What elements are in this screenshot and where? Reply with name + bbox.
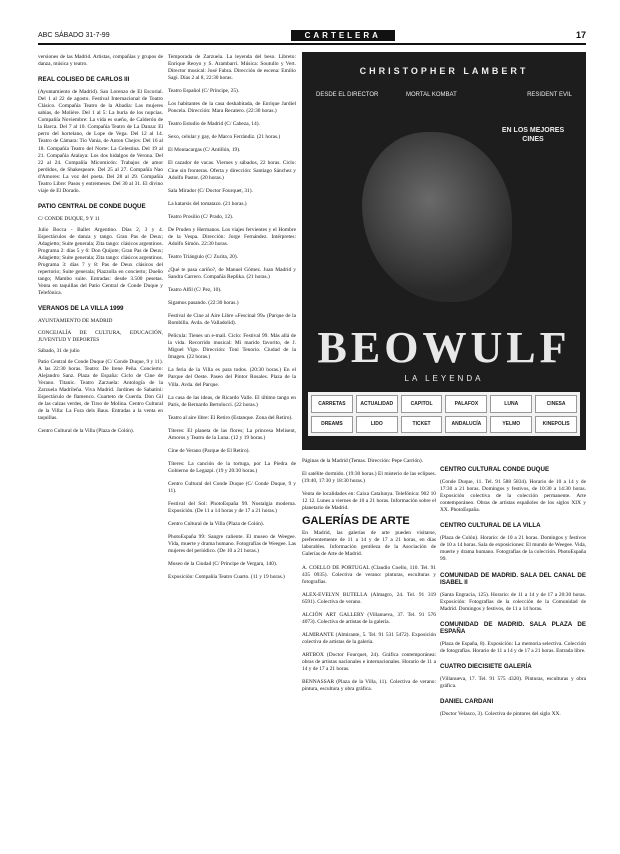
poster-tagline-2: MORTAL KOMBAT xyxy=(406,92,457,98)
cinema-logos xyxy=(308,392,580,436)
col2-venue: Museo de la Ciudad (C/ Príncipe de Vergara, 140). xyxy=(168,561,278,568)
col2-venue: Teatro Estudio de Madrid (C/ Cabeza, 14). xyxy=(168,121,260,128)
col3-entry: Venta de localidades en: Caixa Catalunya. Telefónica: 902 10 12 12. Lunes a viernes de 10 a 21 horas. Información sobre el planetario de Madrid. xyxy=(302,491,436,512)
col2-entry: Sexo, celular y gay, de Marco Ferrándiz. (21 horas.) xyxy=(168,134,281,141)
gallery-heading: CUATRO DIECISIETE GALERÍA xyxy=(440,662,532,670)
col2-entry: Sigamos pasando. (22:30 horas.) xyxy=(168,300,239,307)
col3-venue: Páginas de la Madrid (Temas. Dirección: Pepe Carrión). xyxy=(302,458,424,464)
gallery-entry: ALMIRANTE (Almirante, 5. Tel. 91 531 5472). Exposición colectiva de artistas de la galería. xyxy=(302,631,436,645)
col2-venue: Teatro Prosilio (C/ Prado, 12). xyxy=(168,213,234,220)
col2-entry: La casa de las ideas, de Ricardo Valle. El último tango en París, de Bernardo Bertolucci. (22 horas.) xyxy=(168,394,296,408)
col2-venue: El Montacargas (C/ Antillón, 19). xyxy=(168,147,241,154)
patio-address: C/ CONDE DUQUE, 9 Y 11 xyxy=(38,215,100,222)
section-title: CARTELERA xyxy=(291,30,395,41)
patio-text: Julio Bocca - Ballet Argentino. Días 2, 3 y 4. Espectáculos de danza y tango. Gran Pas de Deux; Adagietto; Suite generala; Zita tango: clásicos argentinos. Programa 2: días 5 y 6: Don Quijote; Gran Pas de Deux; Adagietto; Suite generala; Zita tango: clásicos argentinos. Programa 3: días 7 y 8: Pas de Deux clásicos del repertorio; Suite generala; Piazzolla en concierto; Dueño tango; Mambo suite. Entradas: desde 3.500 pesetas. Venta en taquillas del Patio Central de Conde Duque y Telefónica. xyxy=(38,226,163,297)
poster-tagline-3: RESIDENT EVIL xyxy=(527,92,572,98)
veranos-text: Patio Central de Conde Duque (C/ Conde Duque, 9 y 11). A las 22:30 horas. Teatro: De Irene Peña. Concierto: Alejandro Sanz. Plaza de España: Ciclo de Cine de Verano. Titanic. Teatro Zarzuela: Antología de la Zarzuela Madrileña. Viva Madrid. Jardines de Sabatini: Espectáculo de flamenco. Cuarteto de Cuerda. Don Gil de las calzas verdes, de Tirso de Molina. Centro Cultural de la Villa: La Fura dels Baus. Entradas a la venta en taquillas. xyxy=(38,358,163,422)
gallery-text: (Conde Duque, 11. Tel. 91 588 5834). Horario de 10 a 14 y de 17:30 a 21 horas. Domingos y festivos, de 10:30 a 14:30 horas. Exposición colectiva de la colección permanente. Arte contemporáneo. Obras de artistas españoles de los siglos XIX y XX. PhotoEspaña. xyxy=(440,479,586,514)
carlos-text: (Ayuntamiento de Madrid). San Lorenzo de El Escorial. Del 1 al 22 de agosto. Festival Internacional de Teatro Clásico. Compañía Teatro de la Abadía: Las mujeres sabias, de Molière. Del 1 al 5: La burla de los nupcias. Compañía Noviembre: La vida es sueño, de Calderón de la Barca. Del 7 al 10. Compañía Teatro de La Danza: El perro del hortelano, de Lope de Vega. Del 12 al 14. Teatro de Cámara: Tío Vania, de Anton Chejov. Del 16 al 18. Compañía Teatro del Norte: La Celestina. Del 19 al 21. Compañía Atalaya: Los dos hidalgos de Verona. Del 22 al 24. Compañía Micomicón: Trabajos de amor perdidos, de Shakespeare. Del 25 al 27. Compañía Nao d'Amores: La voz del poeta. Del 28 al 29. Compañía Teatro Libre: Pasos y entremeses. Del 30 al 31. El divino viaje de El Dorado. xyxy=(38,89,163,194)
gallery-heading: CENTRO CULTURAL CONDE DUQUE xyxy=(440,466,550,473)
issue-date: ABC SÁBADO 31-7-99 xyxy=(38,31,110,39)
column-4 xyxy=(440,458,586,844)
gallery-text: (Doctor Velasco, 3). Colectiva de pintores del siglo XX. xyxy=(440,711,561,718)
veranos-heading: VERANOS DE LA VILLA 1999 xyxy=(38,305,124,313)
poster-subtitle: LA LEYENDA xyxy=(404,374,484,383)
veranos-date: Sábado, 31 de julio xyxy=(38,347,80,354)
col2-venue: Teatro Triángulo (C/ Zurita, 20). xyxy=(168,253,238,260)
gallery-heading: CENTRO CULTURAL DE LA VILLA xyxy=(440,522,541,530)
col2-venue: Teatro Alfil (C/ Pez, 10). xyxy=(168,287,222,294)
cinema-logo: CAPITOL xyxy=(401,395,443,413)
cinema-logo: ACTUALIDAD xyxy=(356,395,398,413)
gallery-entry: ALEX-EVELYN BUTELLA (Almagro, 24. Tel. 91 319 6591). Colectiva de verano. xyxy=(302,591,436,605)
gallery-heading: COMUNIDAD DE MADRID. SALA DEL CANAL DE ISABEL II xyxy=(440,571,586,586)
col2-venue: Cine de Verano (Parque de El Retiro). xyxy=(168,447,250,454)
cinema-logo: ANDALUCÍA xyxy=(445,416,487,434)
col2-entry: Festival del Sol: PhotoEspaña 99. Nostalgia moderna. Exposición. (De 11 a 14 horas y de 17 a 21 horas.) xyxy=(168,501,296,515)
carlos-heading: REAL COLISEO DE CARLOS III xyxy=(38,76,130,84)
col2-venue: Centro Cultural de la Villa (Plaza de Colón). xyxy=(168,521,264,528)
cinema-logo: YELMO xyxy=(490,416,532,434)
gallery-text: (Villanueva, 17. Tel. 91 575 4320). Pinturas, esculturas y obra gráfica. xyxy=(440,675,586,690)
col2-entry: La katarsis del tomatazo. (21 horas.) xyxy=(168,200,247,207)
gallery-entry: A. COELLO DE PORTUGAL (Claudio Coello, 110. Tel. 91 435 0935). Colectiva de verano: pinturas, esculturas y fotografías. xyxy=(302,564,436,585)
col2-venue: Festival de Cine al Aire Libre «Fescinal 99» (Parque de la Bombilla. Avda. de Valladolid). xyxy=(168,313,296,327)
cinema-logo: DREAMS xyxy=(311,416,353,434)
col1-intro: versiones de las Madrid. Artistas, compañías y grupos de danza, música y teatro. xyxy=(38,54,163,68)
column-2 xyxy=(168,54,296,844)
page-header xyxy=(38,28,586,42)
cinema-logo: LIDO xyxy=(356,416,398,434)
col2-entry: Exposición: Compañía Teatro Cuarto. (11 y 19 horas.) xyxy=(168,574,285,581)
col2-venue: Teatro Español (C/ Príncipe, 25). xyxy=(168,88,240,95)
gallery-text: (Plaza de España, 8). Exposición: La memoria selectiva. Colección de fotografías. Horario de 11 a 14 y de 17 a 21 horas. Entrada libre. xyxy=(440,640,586,654)
cinema-logo: KINEPOLIS xyxy=(535,416,577,434)
patio-heading: PATIO CENTRAL DE CONDE DUQUE xyxy=(38,202,146,210)
page-number: 17 xyxy=(575,30,586,40)
cinema-logo: CINESA xyxy=(535,395,577,413)
col2-entry: La feria de la Villa es para todos. (20:30 horas.) En el Parque del Oeste. Paseo del Pintor Rosales. Plaza de la Villa. Avda. del Parque. xyxy=(168,367,296,388)
movie-poster-ad xyxy=(302,52,586,450)
col2-venue: Teatro al aire libre: El Retiro (Estanque. Zona del Retiro). xyxy=(168,414,293,421)
col2-entry: Títeres: La canción de la tortuga, por La Piedra de Gobierno de Legazpi. (19 y 20:30 horas.) xyxy=(168,460,296,474)
poster-title: BEOWULF xyxy=(317,323,571,372)
poster-side-text: EN LOS MEJORES CINES xyxy=(501,127,565,143)
col2-entry: Los habitantes de la casa deshabitada, de Enrique Jardiel Poncela. Dirección: Mara Recatero. (22:30 horas.) xyxy=(168,101,296,115)
col2-entry: PhotoEspaña 99: Sangre caliente. El museo de Weegee. Vida, muerte y drama humano. Fotografías de Weegee. Las mujeres del periódico. (De 10 a 21 horas.) xyxy=(168,534,296,555)
gallery-entry: ARTBOX (Doctor Fourquet, 24). Gráfica contemporánea: obras de artistas nacionales e internacionales. Horario de 11 a 14 y de 17 a 21 horas. xyxy=(302,651,436,673)
galleries-intro: En Madrid, las galerías de arte pueden visitarse, preferentemente de 11 a 14 y de 17 a 21 horas, en días laborables. Información gentileza de la Asociación de Galerías de Arte de Madrid. xyxy=(302,530,436,558)
col1-tail: Centro Cultural de la Villa (Plaza de Colón). xyxy=(38,428,134,435)
gallery-text: (Santa Engracia, 125). Horario: de 11 a 14 y de 17 a 20:30 horas. Exposición: Fotografías de la colección de la Comunidad de Madrid. Domingos y festivos, de 11 a 14 horas. xyxy=(440,591,586,612)
col2-entry: Temporada de Zarzuela. La leyenda del beso. Libreto: Enrique Reoyo y S. Arambarri. Música: Soutullo y Vert. Director musical: José Fabra. Dirección de escena: Emilio Sagi. Días 2 al 8, 22:30 horas. xyxy=(168,54,296,82)
col3-entry: El satélite dormido. (19:30 horas.) El misterio de las eclipses. (19:40, 17:30 y 18:30 horas.) xyxy=(302,471,436,485)
cinema-logo: PALAFOX xyxy=(445,395,487,413)
col2-entry: ¿Qué te pasa cariño?, de Manuel Gómez. Juan Madrid y Sandra Carrero. Compañía Replika. (21 horas.) xyxy=(168,266,296,280)
cinema-logo: TICKET xyxy=(401,416,443,434)
column-3 xyxy=(302,458,436,844)
veranos-concejalia: CONCEJALÍA DE CULTURA, EDUCACIÓN, JUVENTUD Y DEPORTES xyxy=(38,329,163,343)
veranos-org: AYUNTAMIENTO DE MADRID xyxy=(38,318,113,325)
galleries-heading: GALERÍAS DE ARTE xyxy=(302,515,410,528)
col2-entry: De Pruden y Hermanos. Los viajes fervientes y el Hombre de la Vespa. Dirección: Jorge Fernández. Intérpretes: Adolfo Simón. 22:30 horas. xyxy=(168,226,296,247)
gallery-text: (Plaza de Colón). Horario: de 10 a 21 horas. Domingos y festivos de 10 a 14 horas. Sala de exposiciones: El mundo de Weegee. Vida, muerte y drama humano. Fotografías de la colección. PhotoEspaña 99. xyxy=(440,535,586,563)
poster-artwork xyxy=(362,132,512,302)
col2-entry: Títeres: El planeta de las flores; La princesa Melisent, Amoros y Teatro de la Luna. (12 y 19 horas.) xyxy=(168,427,296,441)
cinema-logo: CARRETAS xyxy=(311,395,353,413)
cinema-logo: LUNA xyxy=(490,395,532,413)
gallery-entry: ALCIÓN ART GALLERY (Villanueva, 37. Tel. 91 576 4073). Colectiva de artistas de la galería. xyxy=(302,611,436,625)
col2-entry: El cazador de vacas. Viernes y sábados, 22 horas. Ciclo: Cine sin fronteras. Oferta y dirección: Santiago Sánchez y Adolfo Pastor. (20 horas.) xyxy=(168,160,296,181)
gallery-heading: DANIEL CARDANI xyxy=(440,698,494,706)
header-rule xyxy=(38,43,586,45)
col2-venue: Centro Cultural del Conde Duque (C/ Conde Duque, 9 y 11). xyxy=(168,480,296,494)
gallery-heading: COMUNIDAD DE MADRID. SALA PLAZA DE ESPAÑA xyxy=(440,620,586,635)
column-1 xyxy=(38,54,163,844)
poster-tagline-1: DESDE EL DIRECTOR xyxy=(316,92,379,98)
col2-entry: Película: Tienes un e-mail. Ciclo: Festival 99. Más allá de la vida. Recorrido musical: Mi marido favorito, de J. Miguel Vigo. Dirección: Toni Tenorio. Ciudad de la Imagen. (22 horas.) xyxy=(168,333,296,361)
poster-star-name: CHRISTOPHER LAMBERT xyxy=(359,66,529,76)
gallery-entry: BENNASSAR (Plaza de la Villa, 11). Colectiva de verano: pintura, escultura y obra gráfica. xyxy=(302,679,436,693)
col2-venue: Sala Mirador (C/ Doctor Fourquet, 31). xyxy=(168,187,253,194)
